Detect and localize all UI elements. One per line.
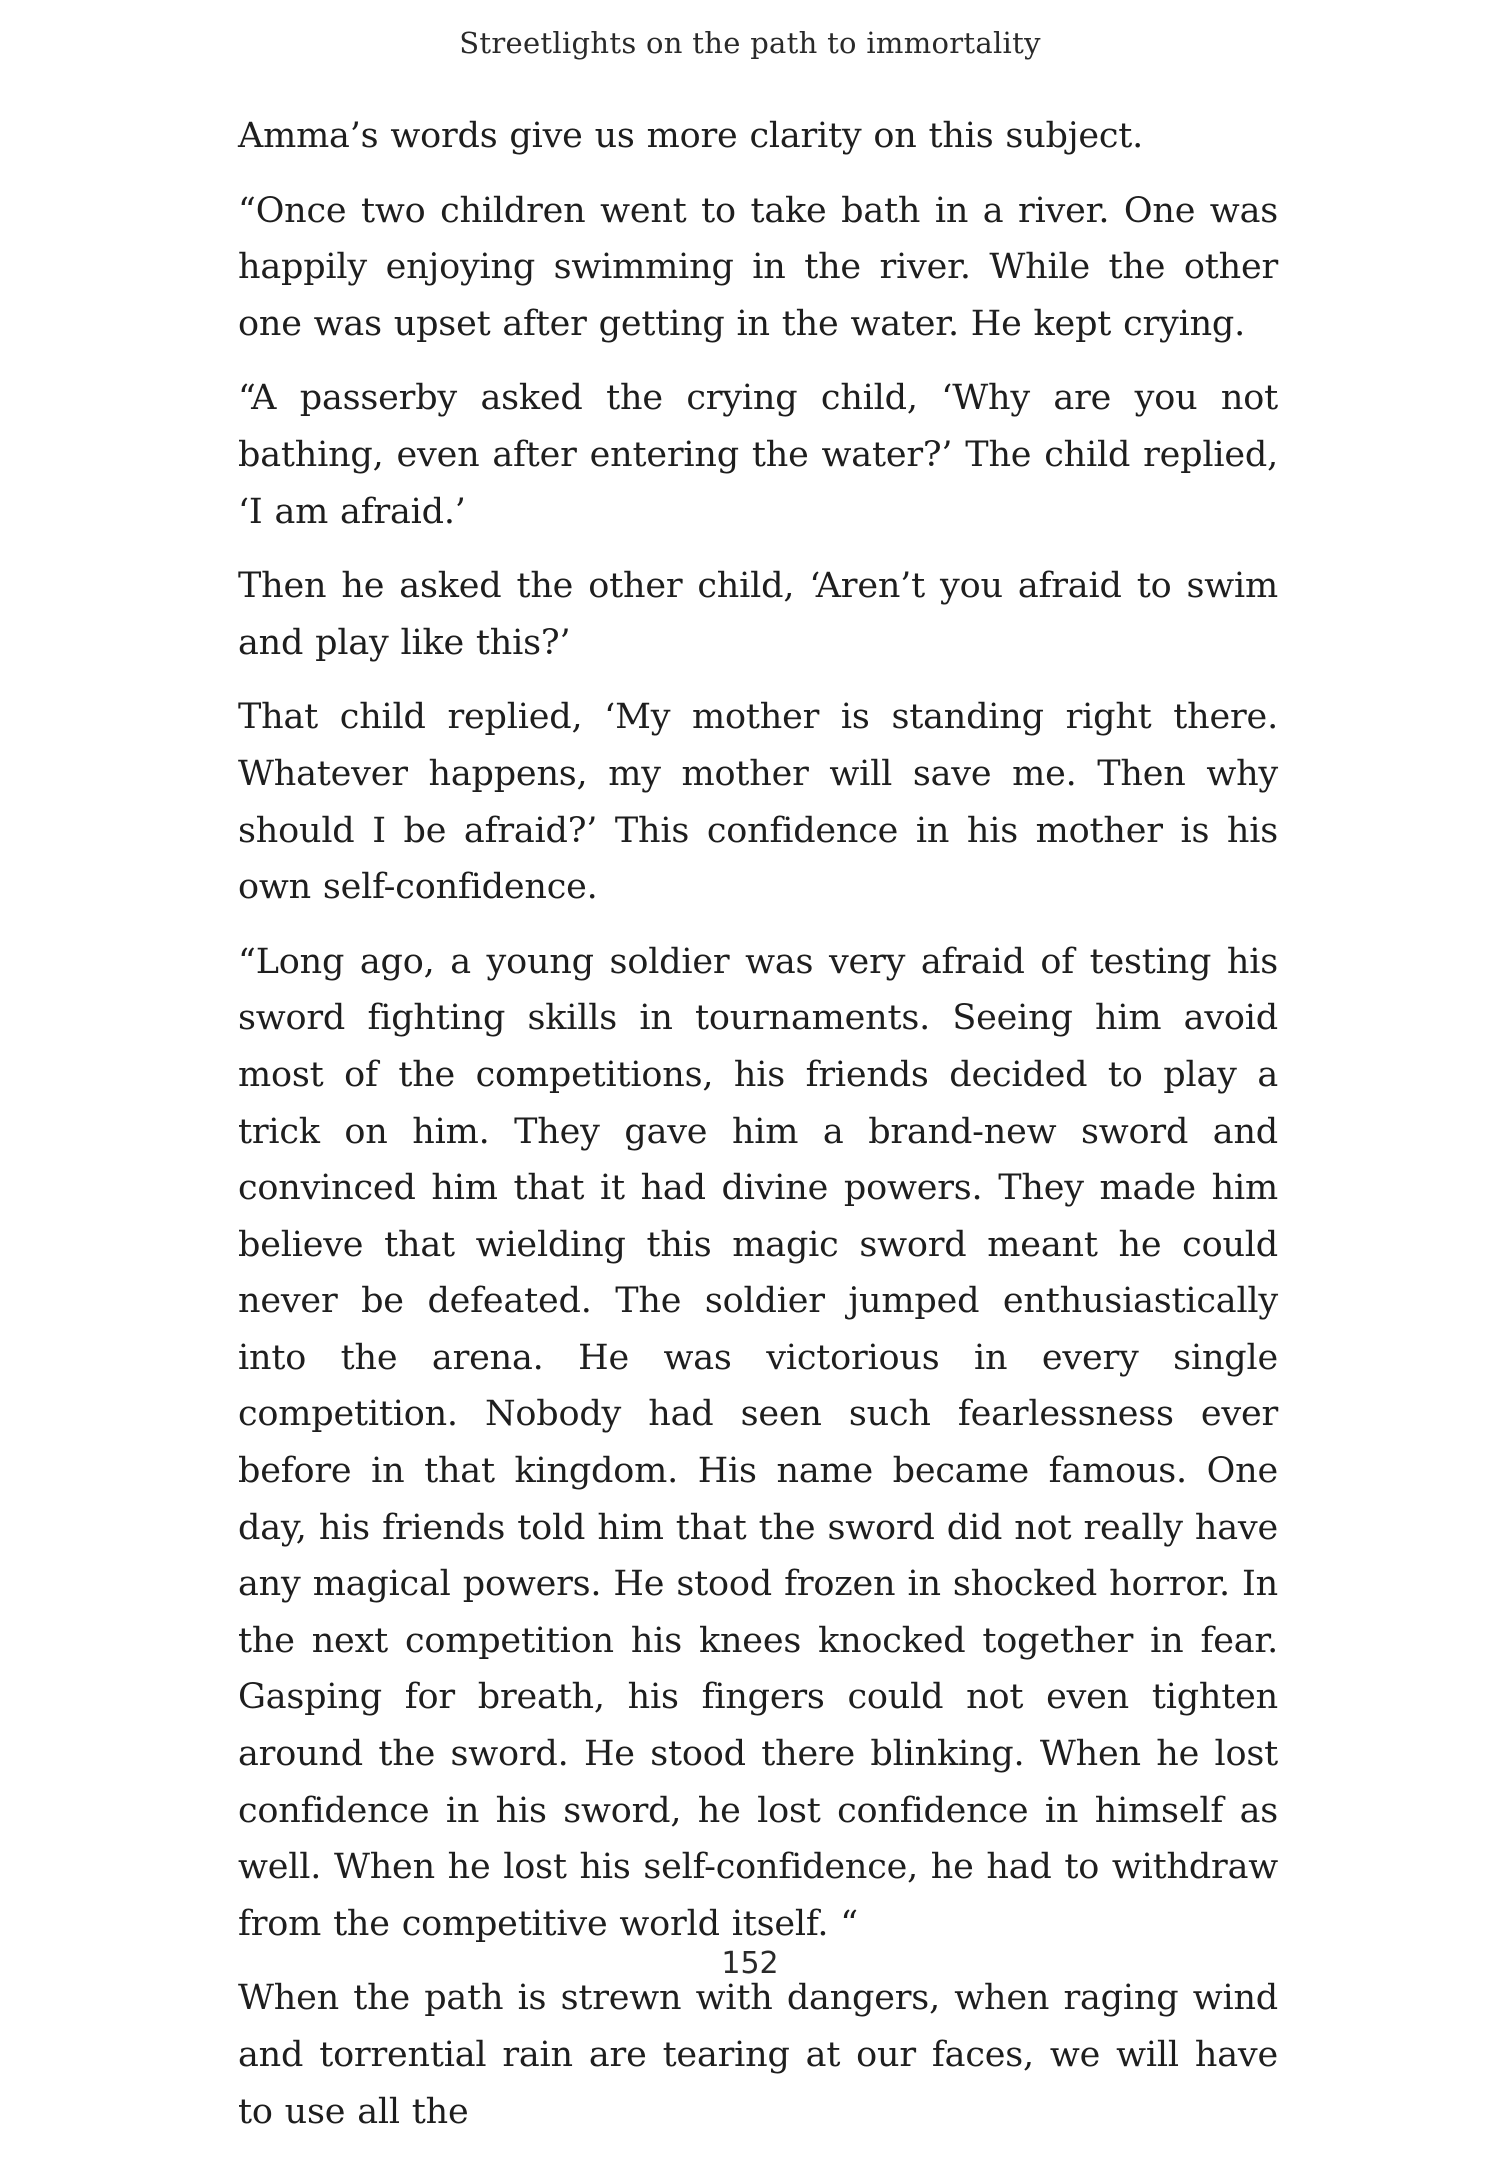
paragraph: “Long ago, a young soldier was very afraid of testing his sword fighting skills in tournaments. Seeing him avoid most of the competitions, his friends decided to play a trick on him. They gave him a brand-new sword and convinced him that it had divine powers. They made him believe that wielding this magic sword meant he could never be defeated. The soldier jumped enthusiastically into the arena. He was victorious in every single competition. Nobody had seen such fearlessness ever before in that kingdom. His name became famous. One day, his friends told him that the sword did not really have any magical powers. He stood frozen in shocked horror. In the next competition his knees knocked together in fear. Gasping for breath, his fingers could not even tighten around the sword. He stood there blinking. When he lost confidence in his sword, he lost confidence in himself as well. When he lost his self-confidence, he had to withdraw from the competitive world itself. “ bbox=[238, 941, 1278, 1944]
page-number: 152 bbox=[721, 1946, 779, 1981]
paragraph: That child replied, ‘My mother is standing right there. Whatever happens, my mother will save me. Then why should I be afraid?’ This confidence in his mother is his own self-confidence. bbox=[238, 697, 1278, 908]
paragraph: When the path is strewn with dangers, when raging wind and torrential rain are tearing at our faces, we will have to use all the bbox=[238, 1978, 1278, 2132]
paragraph: “A passerby asked the crying child, ‘Why are you not bathing, even after entering the water?’ The child replied, ‘I am afraid.’ bbox=[238, 378, 1278, 532]
paragraph: “Once two children went to take bath in a river. One was happily enjoying swimming in the river. While the other one was upset after getting in the water. He kept crying. bbox=[238, 190, 1278, 344]
paragraph: Then he asked the other child, ‘Aren’t you afraid to swim and play like this?’ bbox=[238, 566, 1278, 663]
page-body bbox=[238, 108, 1278, 2158]
paragraph: Amma’s words give us more clarity on this subject. bbox=[238, 116, 1144, 156]
running-header: Streetlights on the path to immortality bbox=[459, 26, 1041, 60]
